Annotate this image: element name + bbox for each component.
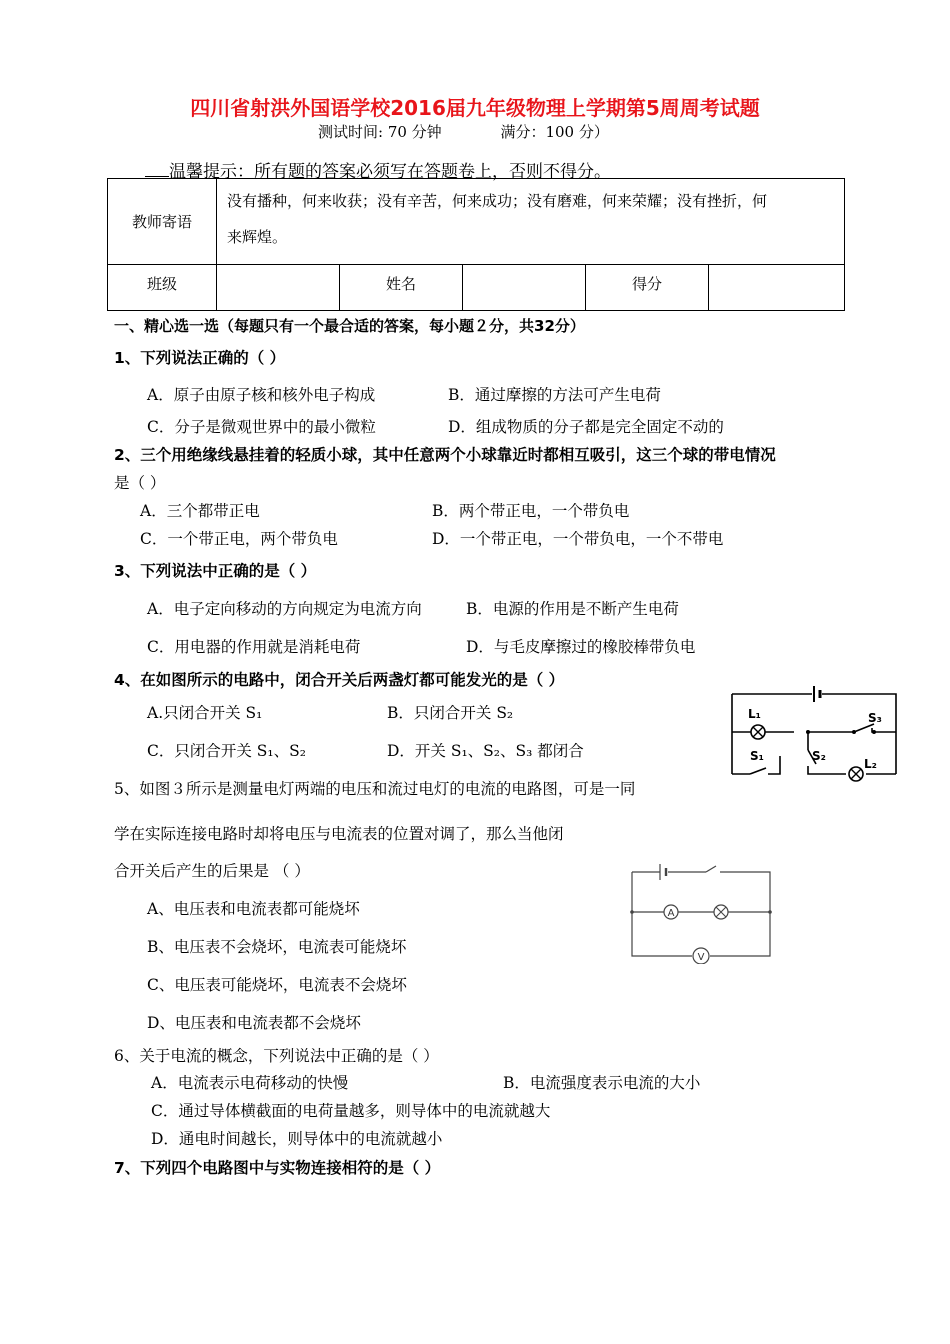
q2-option-a: A．三个都带正电 [140, 502, 260, 520]
q2-option-b: B．两个带正电，一个带负电 [432, 502, 630, 520]
q1-option-c: C．分子是微观世界中的最小微粒 [147, 418, 376, 436]
name-label: 姓名 [340, 265, 463, 311]
label-l2: L₂ [864, 757, 877, 771]
q3-option-a: A．电子定向移动的方向规定为电流方向 [147, 600, 422, 618]
q4-circuit-figure [728, 686, 900, 796]
exam-title: 四川省射洪外国语学校2016届九年级物理上学期第5周周考试题 [190, 96, 760, 120]
q6-option-b: B．电流强度表示电流的大小 [503, 1074, 701, 1092]
teacher-message [217, 179, 845, 265]
q3-stem: 3、下列说法中正确的是（ ） [114, 562, 317, 580]
q2-stem-line1: 2、三个用绝缘线悬挂着的轻质小球，其中任意两个小球靠近时都相互吸引，这三个球的带电情况 [114, 446, 776, 464]
class-field[interactable] [217, 265, 340, 311]
section-heading: 一、精心选一选（每题只有一个最合适的答案，每小题２分，共32分） [114, 317, 585, 335]
tip-blank [145, 162, 169, 177]
q4-option-d: D．开关 S₁、S₂、S₃ 都闭合 [387, 742, 584, 760]
q5-option-b: B、电压表不会烧坏，电流表可能烧坏 [147, 938, 407, 956]
teacher-text-line2: 来辉煌。 [227, 228, 288, 246]
score-label: 得分 [586, 265, 709, 311]
q3-option-b: B．电源的作用是不断产生电荷 [466, 600, 679, 618]
q5-stem-line1: 5、如图３所示是测量电灯两端的电压和流过电灯的电流的电路图，可是一同 [114, 780, 636, 798]
q6-option-a: A．电流表示电荷移动的快慢 [151, 1074, 349, 1092]
teacher-label: 教师寄语 [108, 179, 217, 265]
full-score: 满分：100 分） [500, 123, 609, 141]
label-s1: S₁ [750, 749, 764, 763]
q1-option-b: B．通过摩擦的方法可产生电荷 [448, 386, 661, 404]
q5-stem-line3: 合开关后产生的后果是 （ ） [114, 862, 310, 880]
q4-option-b: B．只闭合开关 S₂ [387, 704, 514, 722]
tip-text: 温馨提示：所有题的答案必须写在答题卷上，否则不得分。 [169, 162, 611, 182]
voltmeter-label: V [697, 952, 705, 963]
q3-option-c: C．用电器的作用就是消耗电荷 [147, 638, 361, 656]
label-s2: S₂ [812, 749, 826, 763]
q1-option-a: A．原子由原子核和核外电子构成 [147, 386, 376, 404]
q4-option-a: A.只闭合开关 S₁ [147, 704, 263, 722]
q5-circuit-figure [628, 858, 776, 964]
label-s3: S₃ [868, 711, 882, 725]
class-label: 班级 [108, 265, 217, 311]
exam-subtitle [318, 121, 623, 142]
q2-option-c: C．一个带正电，两个带负电 [140, 530, 338, 548]
score-field[interactable] [709, 265, 845, 311]
q4-stem: 4、在如图所示的电路中，闭合开关后两盏灯都可能发光的是（ ） [114, 671, 565, 689]
q2-option-d: D．一个带正电，一个带负电，一个不带电 [432, 530, 724, 548]
teacher-text-line1: 没有播种，何来收获；没有辛苦，何来成功；没有磨难，何来荣耀；没有挫折，何 [227, 192, 768, 210]
q6-option-d: D．通电时间越长，则导体中的电流就越小 [151, 1130, 443, 1148]
label-l1: L₁ [748, 707, 761, 721]
q3-option-d: D．与毛皮摩擦过的橡胶棒带负电 [466, 638, 696, 656]
q5-stem-line2: 学在实际连接电路时却将电压与电流表的位置对调了，那么当他闭 [114, 825, 564, 843]
header-table [107, 178, 845, 311]
q6-stem: 6、关于电流的概念，下列说法中正确的是（ ） [114, 1047, 439, 1065]
name-field[interactable] [463, 265, 586, 311]
ammeter-label: A [667, 908, 675, 919]
q5-option-c: C、电压表可能烧坏，电流表不会烧坏 [147, 976, 407, 994]
test-time: 测试时间: 70 分钟 [318, 123, 442, 141]
q1-option-d: D．组成物质的分子都是完全固定不动的 [448, 418, 724, 436]
q7-stem: 7、下列四个电路图中与实物连接相符的是（ ） [114, 1159, 441, 1177]
q2-stem-line2: 是（ ） [114, 474, 166, 492]
q4-option-c: C．只闭合开关 S₁、S₂ [147, 742, 306, 760]
q1-stem: 1、下列说法正确的（ ） [114, 349, 286, 367]
q5-option-d: D、电压表和电流表都不会烧坏 [147, 1014, 361, 1032]
q5-option-a: A、电压表和电流表都可能烧坏 [147, 900, 360, 918]
q6-option-c: C．通过导体横截面的电荷量越多，则导体中的电流就越大 [151, 1102, 551, 1120]
